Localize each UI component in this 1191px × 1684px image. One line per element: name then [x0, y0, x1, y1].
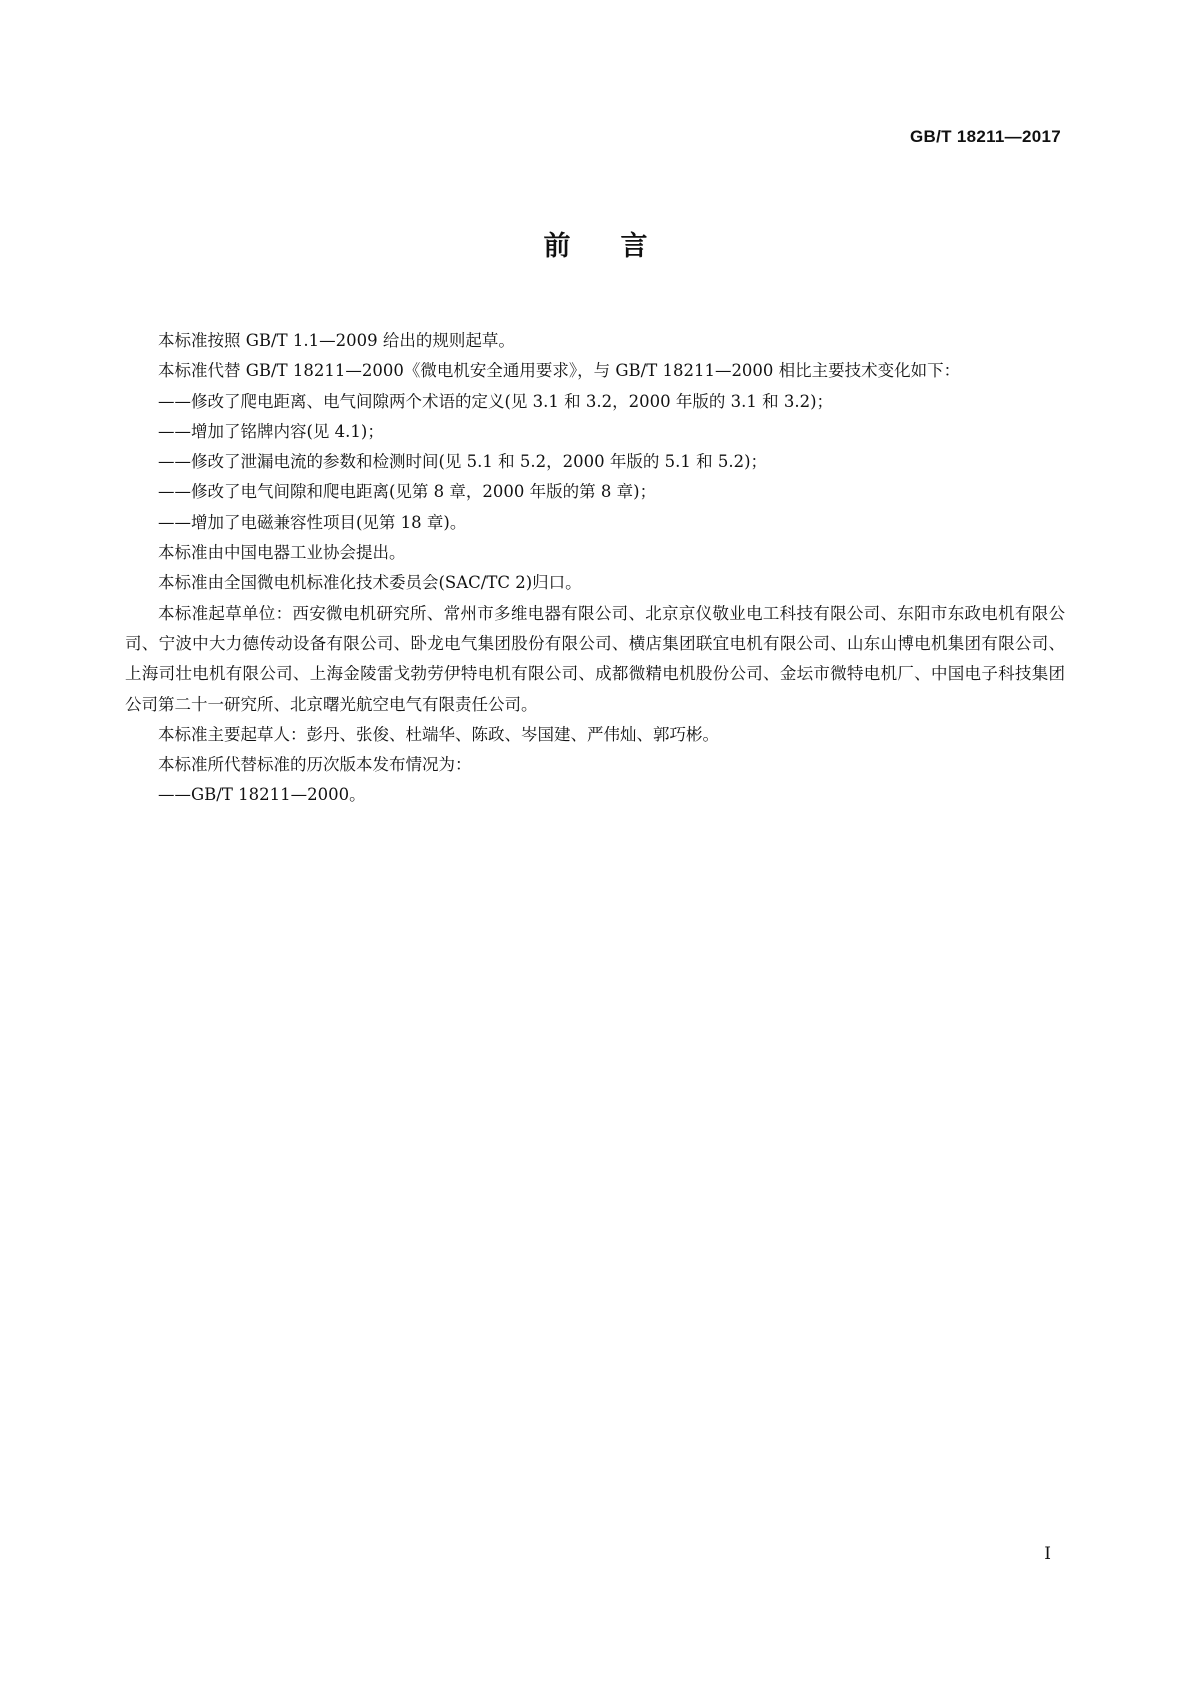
title-char-2: 言	[620, 231, 648, 262]
paragraph-drafting-units: 本标准起草单位：西安微电机研究所、常州市多维电器有限公司、北京京仪敬业电工科技有限公司、东阳市东政电机有限公司、宁波中大力德传动设备有限公司、卧龙电气集团股份有限公司、横店集团联宜电机有限公司、山东山博电机集团有限公司、上海司壮电机有限公司、上海金陵雷戈勃劳伊特电机有限公司、成都微精电机股份公司、金坛市微特电机厂、中国电子科技集团公司第二十一研究所、北京曙光航空电气有限责任公司。	[125, 603, 1065, 714]
paragraph-drafters: 本标准主要起草人：彭丹、张俊、杜端华、陈政、岑国建、严伟灿、郭巧彬。	[158, 724, 719, 744]
paragraph-replacement: 本标准代替 GB/T 18211—2000《微电机安全通用要求》，与 GB/T 18211—2000 相比主要技术变化如下：	[158, 361, 961, 381]
change-item: ——修改了爬电距离、电气间隙两个术语的定义(见 3.1 和 3.2，2000 年版的 3.1 和 3.2)；	[158, 391, 834, 411]
paragraph-proposer: 本标准由中国电器工业协会提出。	[158, 543, 406, 563]
standard-code: GB/T 18211—2017	[910, 127, 1061, 146]
change-item: ——修改了泄漏电流的参数和检测时间(见 5.1 和 5.2，2000 年版的 5.1 和 5.2)；	[158, 452, 768, 472]
paragraph-drafting-rules: 本标准按照 GB/T 1.1—2009 给出的规则起草。	[158, 331, 515, 350]
change-item: ——修改了电气间隙和爬电距离(见第 8 章，2000 年版的第 8 章)；	[158, 482, 657, 502]
history-item: ——GB/T 18211—2000。	[158, 785, 366, 805]
change-item: ——增加了铭牌内容(见 4.1)；	[158, 421, 384, 441]
page-title	[0, 224, 1191, 263]
paragraph-history-intro: 本标准所代替标准的历次版本发布情况为：	[158, 755, 472, 775]
paragraph-committee: 本标准由全国微电机标准化技术委员会(SAC/TC 2)归口。	[158, 573, 582, 593]
change-item: ——增加了电磁兼容性项目(见第 18 章)。	[158, 512, 467, 532]
foreword-body	[125, 326, 1065, 811]
title-char-1: 前	[543, 231, 571, 262]
page-number: I	[1044, 1544, 1051, 1564]
